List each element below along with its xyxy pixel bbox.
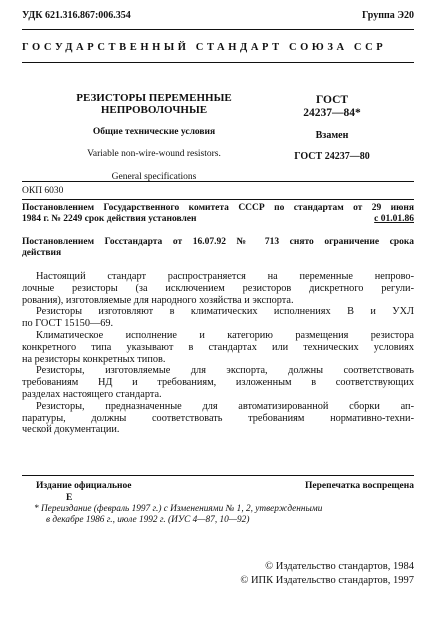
official-edition: Издание официальное bbox=[36, 481, 132, 491]
footnote-line-1: * Переиздание (февраль 1997 г.) с Изменениями № 1, 2, утвержденными bbox=[34, 504, 323, 514]
body-text bbox=[22, 271, 414, 436]
decree-removed-line-2: действия bbox=[22, 248, 62, 258]
top-rule bbox=[22, 29, 414, 30]
body-line: разделах настоящего стандарта. bbox=[22, 388, 162, 400]
decree-line-1: Постановлением Государственного комитета СССР по стандартам от 29 июня bbox=[22, 203, 414, 213]
group-code: Группа Э20 bbox=[362, 10, 414, 21]
body-line: конкретного типа указывают в стандартах или технических условиях bbox=[22, 341, 414, 353]
body-line: по ГОСТ 15150—69. bbox=[22, 318, 114, 330]
edition-letter: Е bbox=[66, 493, 73, 503]
body-line: Климатическое исполнение и категорию размещения резистора bbox=[36, 329, 414, 341]
decree-date: с 01.01.86 bbox=[374, 214, 414, 224]
heading-rule bbox=[22, 62, 414, 63]
body-line: требованиям НД и требованиям, изложенным в соответствующих bbox=[22, 377, 414, 389]
reprint-prohibited: Перепечатка воспрещена bbox=[304, 481, 414, 491]
gost-number: 24237—84* bbox=[303, 107, 361, 119]
udk-code: УДК 621.316.867:006.354 bbox=[22, 10, 131, 21]
body-paragraph bbox=[22, 330, 414, 365]
replaced-standard: ГОСТ 24237—80 bbox=[294, 151, 370, 162]
gost-label: ГОСТ bbox=[315, 94, 349, 106]
body-line: лочные резисторы (за исключением резисторов дискретного регули- bbox=[22, 282, 414, 294]
title-line-2: НЕПРОВОЛОЧНЫЕ bbox=[100, 104, 208, 116]
body-line: рования), изготовляемые для народного хозяйства и экспорта. bbox=[22, 294, 294, 306]
title-block bbox=[60, 92, 248, 183]
body-line: паратуры, должны соответствовать требованиям нормативно-техни- bbox=[22, 412, 414, 424]
title-line-1: РЕЗИСТОРЫ ПЕРЕМЕННЫЕ bbox=[76, 92, 232, 104]
footnote-line-2: в декабре 1986 г., июле 1992 г. (ИУС 4—87, 10—92) bbox=[46, 515, 250, 525]
body-line: Настоящий стандарт распространяется на переменные непрово- bbox=[36, 271, 414, 282]
footer-rule bbox=[22, 475, 414, 476]
decree-removed-line-1: Постановлением Госстандарта от 16.07.92 № 713 снято ограничение срока bbox=[22, 237, 414, 247]
decree-line-2: 1984 г. № 2249 срок действия установлен bbox=[22, 214, 197, 224]
body-line: на резисторы конкретных типов. bbox=[22, 353, 166, 365]
body-paragraph bbox=[22, 401, 414, 436]
copyright-1984: © Издательство стандартов, 1984 bbox=[265, 561, 414, 572]
okp-bottom-rule bbox=[22, 199, 414, 200]
body-line: Резисторы, предназначенные для автоматизированной сборки ап- bbox=[36, 400, 414, 412]
body-paragraph bbox=[22, 271, 414, 306]
title-subtitle: Общие технические условия bbox=[92, 127, 216, 137]
body-paragraph bbox=[22, 306, 414, 330]
title-english-2: General specifications bbox=[111, 172, 197, 182]
body-line: Резисторы изготовляют в климатических исполнениях В и УХЛ bbox=[36, 306, 414, 318]
okp-code: ОКП 6030 bbox=[22, 186, 64, 196]
title-english-1: Variable non-wire-wound resistors. bbox=[87, 149, 221, 159]
state-standard-heading: ГОСУДАРСТВЕННЫЙ СТАНДАРТ СОЮЗА ССР bbox=[22, 42, 387, 53]
copyright-1997: © ИПК Издательство стандартов, 1997 bbox=[240, 575, 414, 586]
gost-block bbox=[282, 94, 382, 162]
body-paragraph bbox=[22, 365, 414, 400]
okp-top-rule bbox=[22, 181, 414, 182]
replace-label: Взамен bbox=[315, 130, 349, 141]
body-line: Резисторы, изготовляемые для экспорта, должны соответствовать bbox=[36, 365, 414, 377]
body-line: ческой документации. bbox=[22, 424, 120, 436]
